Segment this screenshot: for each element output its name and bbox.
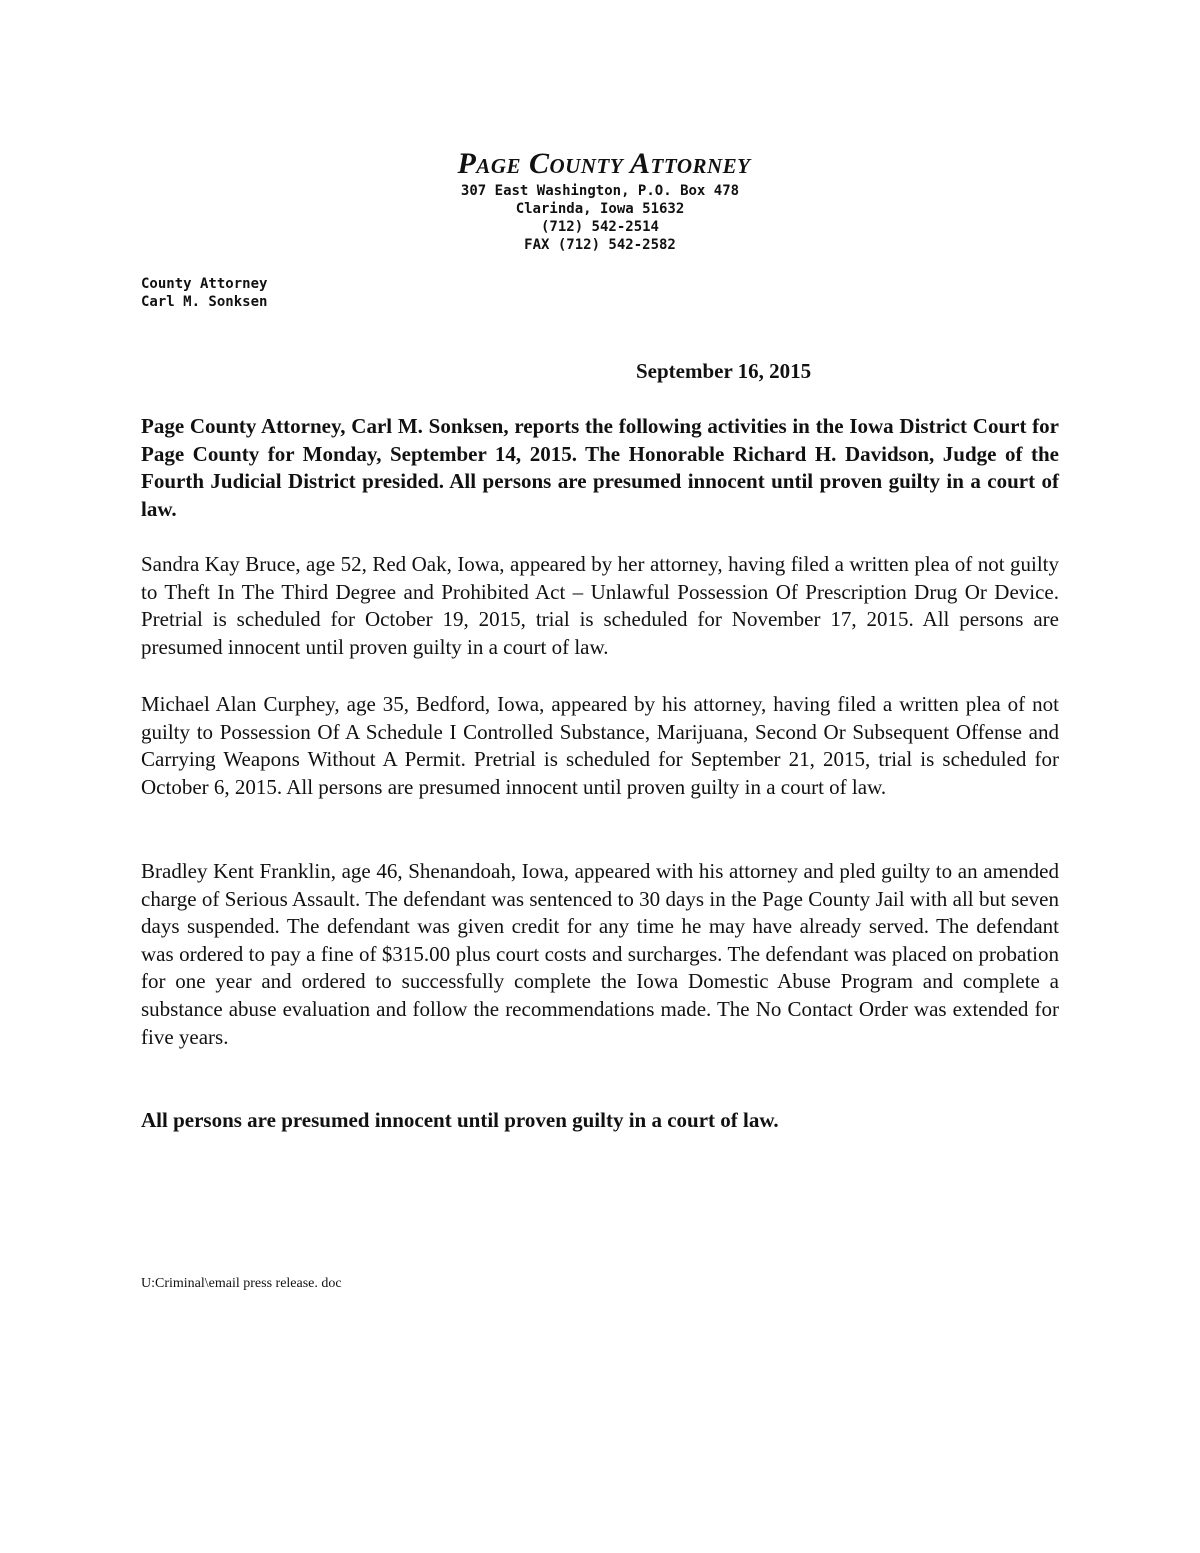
intro-paragraph: Page County Attorney, Carl M. Sonksen, reports the following activities in the Iowa District Court for Page County for Monday, September 14, 2015. The Honorable Richard H. Davidson, Judge of the Fourth Judicial District presided. All persons are presumed innocent until proven guilty in a court of law. xyxy=(141,414,1059,521)
case-paragraph-franklin: Bradley Kent Franklin, age 46, Shenandoah, Iowa, appeared with his attorney and pled guilty to an amended charge of Serious Assault. The defendant was sentenced to 30 days in the Page County Jail with all but seven days suspended. The defendant was given credit for any time he may have already served. The defendant was ordered to pay a fine of $315.00 plus court costs and surcharges. The defendant was placed on probation for one year and ordered to successfully complete the Iowa Domestic Abuse Program and complete a substance abuse evaluation and follow the recommendations made. The No Contact Order was extended for five years. xyxy=(141,859,1059,1049)
office-title: Page County Attorney xyxy=(457,147,751,180)
closing-statement: All persons are presumed innocent until proven guilty in a court of law. xyxy=(141,1108,779,1132)
document-date: September 16, 2015 xyxy=(636,359,812,383)
address-street: 307 East Washington, P.O. Box 478 xyxy=(460,183,740,199)
attorney-name: Carl M. Sonksen xyxy=(141,294,268,310)
case-paragraph-curphey: Michael Alan Curphey, age 35, Bedford, Iowa, appeared by his attorney, having filed a written plea of not guilty to Possession Of A Schedule I Controlled Substance, Marijuana, Second Or Subsequent Offense and Carrying Weapons Without A Permit. Pretrial is scheduled for September 21, 2015, trial is scheduled for October 6, 2015. All persons are presumed innocent until proven guilty in a court of law. xyxy=(141,692,1059,799)
attorney-block xyxy=(141,275,267,311)
attorney-role: County Attorney xyxy=(141,276,268,292)
file-path-footer: U:Criminal\email press release. doc xyxy=(141,1276,342,1291)
letterhead xyxy=(0,146,1200,254)
address-city: Clarinda, Iowa 51632 xyxy=(515,201,685,217)
case-paragraph-bruce: Sandra Kay Bruce, age 52, Red Oak, Iowa, appeared by her attorney, having filed a written plea of not guilty to Theft In The Third Degree and Prohibited Act – Unlawful Possession Of Prescription Drug Or Device. Pretrial is scheduled for October 19, 2015, trial is scheduled for November 17, 2015. All persons are presumed innocent until proven guilty in a court of law. xyxy=(141,552,1059,659)
fax-number: FAX (712) 542-2582 xyxy=(524,237,676,253)
phone-number: (712) 542-2514 xyxy=(540,219,659,235)
